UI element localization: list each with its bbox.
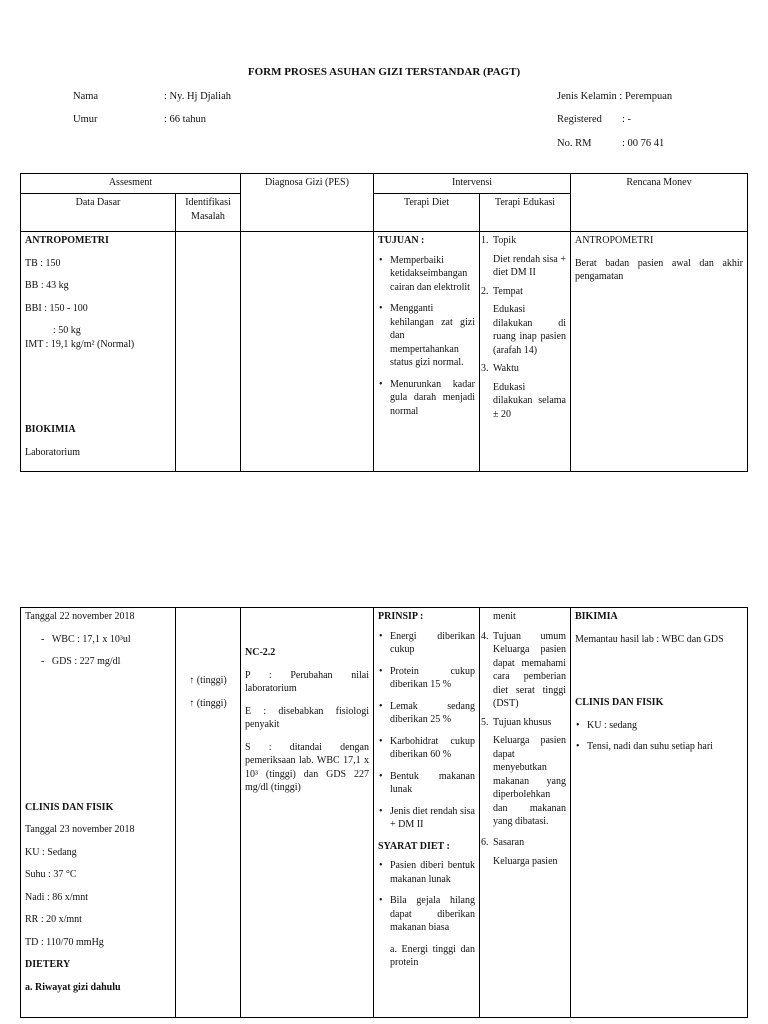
header-diagnosa: Diagnosa Gizi (PES) — [241, 174, 374, 232]
edukasi-sasaran-text: Keluarga pasien — [493, 856, 558, 867]
norm-value: : 00 76 41 — [622, 138, 665, 149]
edukasi-number: 2. — [481, 285, 489, 297]
terapi-edukasi-cell — [480, 608, 571, 1018]
wbc-tinggi: ↑ (tinggi) — [189, 675, 227, 686]
riwayat-gizi: a. Riwayat gizi dahulu — [25, 981, 121, 993]
header-data-dasar: Data Dasar — [21, 194, 176, 232]
terapi-diet-cell — [374, 608, 480, 1018]
laboratorium-label: Laboratorium — [25, 446, 80, 458]
jenis-kelamin: Jenis Kelamin : Perempuan — [557, 91, 673, 102]
edukasi-menit: menit — [493, 611, 516, 622]
header-assesment: Assesment — [21, 174, 241, 194]
nadi-value: Nadi : 86 x/mnt — [25, 891, 89, 903]
bbi-value: BBI : 150 - 100 — [25, 302, 88, 314]
data-dasar-cell — [21, 608, 176, 1018]
header-terapi-diet: Terapi Diet — [374, 194, 480, 232]
syarat-list — [378, 859, 475, 935]
monev-antropometri-heading: ANTROPOMETRI — [575, 235, 654, 246]
rr-value: RR : 20 x/mnt — [25, 914, 82, 925]
gds-tinggi: ↑ (tinggi) — [189, 697, 227, 709]
header-intervensi: Intervensi — [374, 174, 571, 194]
edukasi-tujuan-umum-text: Tujuan umum Keluarga pasien dapat memahami cara pemberian diet serat tinggi (DST) — [493, 630, 566, 709]
diagnosa-cell — [241, 608, 374, 1018]
edukasi-number: 6. — [481, 836, 489, 848]
umur-label: Umur — [73, 114, 98, 125]
form-title: FORM PROSES ASUHAN GIZI TERSTANDAR (PAGT) — [247, 66, 521, 78]
registered-value: : - — [622, 114, 632, 125]
monev-item: • KU : sedang — [587, 719, 743, 733]
prinsip-item: • Protein cukup diberikan 15 % — [390, 665, 475, 692]
prinsip-item: • Jenis diet rendah sisa + DM II — [390, 805, 475, 832]
nama-label: Nama — [73, 91, 99, 102]
edukasi-topik: Topik — [493, 235, 517, 246]
edukasi-sasaran: Sasaran — [493, 836, 525, 848]
prinsip-heading: PRINSIP : — [378, 611, 424, 622]
edukasi-number: 1. — [481, 235, 489, 246]
bbi-result: : 50 kg — [53, 325, 81, 336]
tujuan-item: • Mengganti kehilangan zat gizi dan mempertahankan status gizi normal. — [390, 302, 475, 370]
imt-value: IMT : 19,1 kg/m² (Normal) — [25, 338, 135, 350]
header-terapi-edukasi: Terapi Edukasi — [480, 194, 571, 232]
dash-marker: - — [41, 656, 52, 667]
monev-bikimia-heading: BIKIMIA — [575, 611, 618, 622]
nama-value: : Ny. Hj Djaliah — [164, 91, 231, 102]
antropometri-heading: ANTROPOMETRI — [25, 235, 109, 246]
identifikasi-cell — [176, 232, 241, 472]
td-value: TD : 110/70 mmHg — [25, 936, 104, 948]
header-identifikasi: Identifikasi Masalah — [176, 194, 241, 232]
tujuan-item: • Menurunkan kadar gula darah menjadi normal — [390, 378, 475, 419]
wbc-value — [25, 633, 171, 647]
pes-sign: S : ditandai dengan pemeriksaan lab. WBC 17,1 x 10³ (tinggi) dan GDS 227 mg/dl (tinggi) — [245, 741, 369, 793]
prinsip-item: • Bentuk makanan lunak — [390, 770, 475, 797]
gds-value — [25, 655, 171, 669]
edukasi-tujuan-khusus-text: Keluarga pasien dapat menyebutkan makanan yang diperbolehkan dan makanan yang dibatasi. — [493, 735, 566, 827]
prinsip-item: • Energi diberikan cukup — [390, 630, 475, 657]
tujuan-item: • Memperbaiki ketidakseimbangan cairan dan elektrolit — [390, 254, 475, 295]
ku-value: KU : Sedang — [25, 846, 77, 858]
norm-label: No. RM — [557, 138, 592, 149]
monev-clinis-heading: CLINIS DAN FISIK — [575, 697, 664, 708]
identifikasi-cell — [176, 608, 241, 1018]
edukasi-waktu: Waktu — [493, 363, 519, 374]
tb-value: TB : 150 — [25, 257, 61, 269]
rencana-monev-cell — [571, 608, 748, 1018]
header-rencana-monev: Rencana Monev — [571, 174, 748, 232]
prinsip-list — [378, 630, 475, 832]
edukasi-topik-text: Diet rendah sisa + diet DM II — [493, 253, 566, 278]
clinis-heading: CLINIS DAN FISIK — [25, 801, 114, 813]
tanggal-2: Tanggal 23 november 2018 — [25, 824, 135, 835]
edukasi-number: 3. — [481, 363, 489, 374]
pes-problem: P : Perubahan nilai laboratorium — [245, 669, 369, 694]
tanggal-1: Tanggal 22 november 2018 — [25, 611, 135, 622]
syarat-diet-heading: SYARAT DIET : — [378, 840, 450, 852]
suhu-value: Suhu : 37 °C — [25, 869, 77, 880]
syarat-energi: a. Energi tinggi dan protein — [390, 943, 475, 968]
gds-text: GDS : 227 mg/dl — [51, 656, 121, 667]
pagt-table-page1 — [20, 173, 748, 472]
edukasi-number: 4. — [481, 630, 489, 642]
syarat-item: • Pasien diberi bentuk makanan lunak — [390, 859, 475, 886]
data-dasar-cell — [21, 232, 176, 472]
prinsip-item: • Karbohidrat cukup diberikan 60 % — [390, 735, 475, 762]
bb-value: BB : 43 kg — [25, 280, 69, 291]
prinsip-item: • Lemak sedang diberikan 25 % — [390, 700, 475, 727]
edukasi-tempat-text: Edukasi dilakukan di ruang inap pasien (arafah 14) — [493, 304, 566, 356]
monev-lab-text: Memantau hasil lab : WBC dan GDS — [575, 633, 724, 645]
edukasi-tempat: Tempat — [493, 285, 523, 297]
biokimia-heading: BIOKIMIA — [25, 424, 76, 435]
syarat-item: • Bila gejala hilang dapat diberikan makanan biasa — [390, 894, 475, 935]
dietery-heading: DIETERY — [25, 959, 71, 970]
registered-label: Registered — [557, 114, 602, 125]
edukasi-tujuan-umum — [481, 630, 566, 711]
edukasi-waktu-text: Edukasi dilakukan selama ± 20 — [493, 381, 566, 420]
umur-value: : 66 tahun — [164, 114, 206, 125]
tujuan-list — [378, 254, 475, 419]
tujuan-heading: TUJUAN : — [378, 235, 425, 246]
monev-list — [575, 719, 743, 754]
dash-marker: - — [41, 633, 52, 645]
nc-code: NC-2.2 — [245, 647, 276, 658]
diagnosa-cell — [241, 232, 374, 472]
rencana-monev-cell — [571, 232, 748, 472]
wbc-text: WBC : 17,1 x 10³ul — [51, 633, 131, 645]
pagt-table-page2 — [20, 607, 748, 1018]
monev-antropometri-text: Berat badan pasien awal dan akhir pengamatan — [575, 257, 743, 282]
terapi-diet-cell — [374, 232, 480, 472]
edukasi-tujuan-khusus: Tujuan khusus — [493, 716, 552, 728]
pes-etiology: E : disebabkan fisiologi penyakit — [245, 705, 369, 730]
edukasi-number: 5. — [481, 716, 489, 728]
monev-item: • Tensi, nadi dan suhu setiap hari — [587, 740, 743, 754]
terapi-edukasi-cell — [480, 232, 571, 472]
